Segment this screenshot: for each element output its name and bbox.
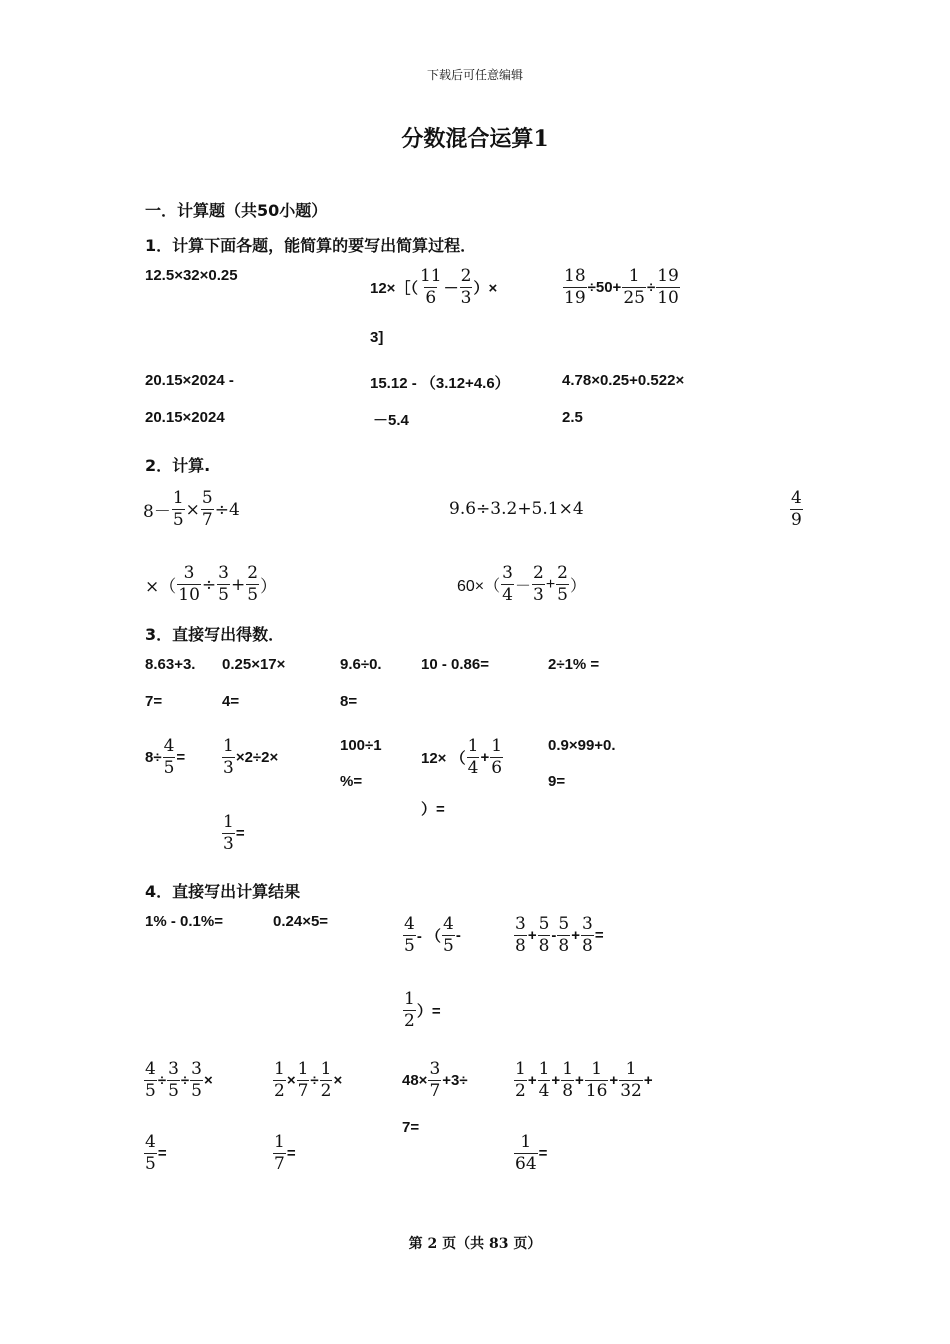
fraction: $\frac{1}{32}$ bbox=[620, 1059, 642, 1101]
q3-expr-e-line1: 0.9×99+0. bbox=[548, 737, 616, 754]
fraction: $\frac{1}{3}$ bbox=[223, 736, 234, 778]
q1-expr-d-line1: 20.15×2024 - bbox=[145, 372, 234, 389]
q4-g-post: +3÷ bbox=[442, 1072, 468, 1089]
fraction: $\frac{3}{5}$ bbox=[191, 1059, 202, 1101]
q1-expr-e-line2: －5.4 bbox=[373, 412, 409, 429]
q1-expr-f-line2: 2.5 bbox=[562, 409, 583, 426]
fraction: $\frac{1}{2}$ bbox=[320, 1059, 332, 1101]
fraction: $\frac{4}{5}$ bbox=[145, 1059, 156, 1101]
q4-g-pre: 48× bbox=[402, 1072, 428, 1089]
q2-d-plus: + bbox=[545, 575, 556, 593]
q2-a-div: ÷4 bbox=[214, 499, 240, 520]
q3-r1-item: 9.6÷0. bbox=[340, 656, 382, 673]
fraction: 1 2 bbox=[404, 989, 415, 1031]
q2-d-pre: 60×（ bbox=[457, 578, 501, 595]
q4-expr-c-line2 bbox=[402, 991, 441, 1030]
fraction: $\frac{1}{5}$ bbox=[172, 488, 184, 530]
fraction: $\frac{3}{10}$ bbox=[178, 563, 200, 605]
page-footer: 第 2 页（共 83 页） bbox=[408, 1236, 542, 1252]
fraction: $\frac{1}{4}$ bbox=[538, 1059, 550, 1101]
q1-expr-f-line1: 4.78×0.25+0.522× bbox=[562, 372, 685, 389]
fraction: $\frac{1}{7}$ bbox=[297, 1059, 309, 1101]
q2-d-post: ） bbox=[570, 578, 587, 595]
q1-c-mid2: ÷ bbox=[646, 279, 656, 296]
q4-f-div: ÷ bbox=[310, 1072, 319, 1089]
q2-expr-d bbox=[457, 565, 586, 604]
q2-a-pre: 8－ bbox=[143, 502, 171, 522]
fraction: $\frac{5}{7}$ bbox=[201, 488, 213, 530]
q1-expr-b-line2: 3] bbox=[370, 329, 384, 346]
q4-e-times: × bbox=[203, 1072, 213, 1089]
q4-h-plus: + bbox=[643, 1072, 653, 1089]
question-4-title: 4．直接写出计算结果 bbox=[145, 882, 301, 901]
q4-expr-h-line2 bbox=[513, 1134, 547, 1173]
q3-r1b-item: 4= bbox=[222, 693, 240, 710]
fraction: 1 2 bbox=[515, 1059, 526, 1101]
q1-b-pre: 12×［（ bbox=[370, 280, 418, 297]
q2-c-plus: + bbox=[230, 574, 246, 595]
q2-c-post: ） bbox=[260, 577, 278, 597]
q1-expr-e-line1: 15.12 - （3.12+4.6） bbox=[370, 375, 510, 392]
fraction: 4 5 bbox=[404, 914, 415, 956]
q4-f-eq: = bbox=[286, 1145, 296, 1162]
q2-c-div: ÷ bbox=[201, 574, 217, 595]
fraction: $\frac{3}{8}$ bbox=[582, 914, 593, 956]
q4-c-post: ）= bbox=[416, 1003, 441, 1020]
q3-expr-e-line2: 9= bbox=[548, 773, 566, 790]
q3-r1-item: 10 - 0.86= bbox=[421, 656, 489, 673]
q2-expr-b: 9.6÷3.2+5.1×4 bbox=[449, 499, 584, 519]
q2-c-pre: ×（ bbox=[145, 577, 177, 597]
q3-expr-d-line2: ）= bbox=[421, 801, 445, 818]
q1-c-mid1: ÷50+ bbox=[587, 279, 622, 296]
q4-f-times: × bbox=[333, 1072, 343, 1089]
q4-e-div: ÷ bbox=[180, 1072, 190, 1089]
question-3-title: 3．直接写出得数． bbox=[145, 625, 285, 644]
fraction: 1 4 bbox=[467, 736, 479, 778]
q4-expr-g-line2: 7= bbox=[402, 1119, 420, 1136]
q4-h-plus: + bbox=[575, 1072, 584, 1089]
q4-d-plus: + bbox=[571, 927, 581, 944]
q4-h-eq: = bbox=[538, 1145, 548, 1162]
q1-expr-d-line2: 20.15×2024 bbox=[145, 409, 225, 426]
q3-expr-c-line2: %= bbox=[340, 773, 363, 790]
q1-b-post: ）× bbox=[473, 280, 498, 297]
q3-d-plus: + bbox=[480, 749, 490, 766]
page-title: 分数混合运算1 bbox=[401, 126, 549, 152]
q3-expr-c-line1: 100÷1 bbox=[340, 737, 382, 754]
q4-h-plus: + bbox=[609, 1072, 619, 1089]
q3-r1-item: 0.25×17× bbox=[222, 656, 286, 673]
q4-expr-a: 1% - 0.1%= bbox=[145, 913, 223, 930]
q3-r1b-item: 8= bbox=[340, 693, 358, 710]
fraction: 3 8 bbox=[515, 914, 526, 956]
fraction: $\frac{19}{10}$ bbox=[657, 266, 679, 308]
fraction: $\frac{3}{7}$ bbox=[429, 1059, 441, 1101]
q4-c-minus2: - bbox=[455, 927, 461, 944]
fraction: $\frac{3}{5}$ bbox=[168, 1059, 179, 1101]
q3-r1-item: 8.63+3. bbox=[145, 656, 196, 673]
q2-edge-fraction bbox=[789, 490, 804, 529]
q3-expr-b-line2 bbox=[221, 814, 245, 853]
page-header: 下载后可任意编辑 bbox=[426, 68, 523, 82]
q4-expr-b: 0.24×5= bbox=[273, 913, 329, 930]
fraction: $\frac{1}{6}$ bbox=[491, 736, 503, 778]
q4-e-div: ÷ bbox=[157, 1072, 167, 1089]
fraction: $\frac{3}{5}$ bbox=[218, 563, 229, 605]
q4-d-eq: = bbox=[594, 927, 604, 944]
q4-expr-g bbox=[402, 1061, 468, 1100]
q1-b-mid: － bbox=[443, 280, 459, 297]
fraction: 11 6 bbox=[419, 266, 442, 308]
q4-expr-e bbox=[143, 1061, 213, 1100]
question-1-title: 1．计算下面各题，能简算的要写出简算过程． bbox=[145, 236, 477, 255]
q3-expr-b bbox=[221, 738, 278, 777]
fraction: $\frac{2}{5}$ bbox=[557, 563, 568, 605]
q1-expr-b bbox=[370, 268, 497, 307]
q4-expr-c bbox=[402, 916, 461, 955]
fraction: 2 3 bbox=[460, 266, 472, 308]
q4-d-minus: - bbox=[551, 927, 557, 944]
q3-r1-item: 2÷1% = bbox=[548, 656, 600, 673]
q4-f-times: × bbox=[286, 1072, 296, 1089]
q4-d-plus: + bbox=[527, 927, 537, 944]
q3-a-pre: 8÷ bbox=[145, 749, 162, 766]
fraction: $\frac{2}{5}$ bbox=[247, 563, 259, 605]
fraction: 4 9 bbox=[791, 488, 802, 530]
q4-h-plus: + bbox=[551, 1072, 561, 1089]
q1-expr-c bbox=[562, 268, 681, 307]
q3-expr-d bbox=[421, 738, 504, 777]
q4-c-minus: - （ bbox=[416, 928, 441, 945]
q2-a-times: × bbox=[185, 499, 200, 520]
q3-a-post: = bbox=[176, 749, 186, 766]
q4-expr-e-line2 bbox=[143, 1134, 167, 1173]
fraction: $\frac{4}{5}$ bbox=[163, 736, 175, 778]
q1-expr-a: 12.5×32×0.25 bbox=[145, 267, 238, 284]
fraction: $\frac{4}{5}$ bbox=[145, 1132, 156, 1174]
fraction: $\frac{1}{7}$ bbox=[274, 1132, 285, 1174]
fraction: $\frac{18}{19}$ bbox=[564, 266, 586, 308]
q4-h-plus: + bbox=[527, 1072, 537, 1089]
fraction: $\frac{5}{8}$ bbox=[538, 914, 550, 956]
q3-r1b-item: 7= bbox=[145, 693, 163, 710]
q2-expr-c bbox=[145, 565, 277, 604]
fraction: 5 8 bbox=[558, 914, 570, 956]
fraction: $\frac{1}{3}$ bbox=[223, 812, 234, 854]
fraction: $\frac{1}{8}$ bbox=[562, 1059, 574, 1101]
q4-e-eq: = bbox=[157, 1145, 167, 1162]
fraction: 4 5 bbox=[443, 914, 454, 956]
fraction: $\frac{1}{64}$ bbox=[515, 1132, 537, 1174]
q3-b-last: = bbox=[235, 825, 245, 842]
fraction: 2 3 bbox=[533, 563, 544, 605]
q4-expr-f bbox=[272, 1061, 342, 1100]
question-2-title: 2．计算. bbox=[145, 456, 211, 475]
q3-b-post: ×2÷2× bbox=[235, 749, 279, 766]
q2-expr-a bbox=[143, 490, 240, 529]
fraction: $\frac{1}{16}$ bbox=[585, 1059, 608, 1101]
section-heading: 一．计算题（共50小题） bbox=[145, 201, 328, 220]
q4-expr-h bbox=[513, 1061, 653, 1100]
fraction: $\frac{1}{2}$ bbox=[274, 1059, 285, 1101]
fraction: $\frac{1}{25}$ bbox=[623, 266, 645, 308]
q3-d-pre: 12× （ bbox=[421, 750, 466, 767]
q4-expr-d bbox=[513, 916, 604, 955]
q3-expr-a bbox=[145, 738, 185, 777]
q4-expr-f-line2 bbox=[272, 1134, 296, 1173]
fraction: 3 4 bbox=[502, 563, 513, 605]
q2-d-minus: － bbox=[514, 578, 531, 595]
